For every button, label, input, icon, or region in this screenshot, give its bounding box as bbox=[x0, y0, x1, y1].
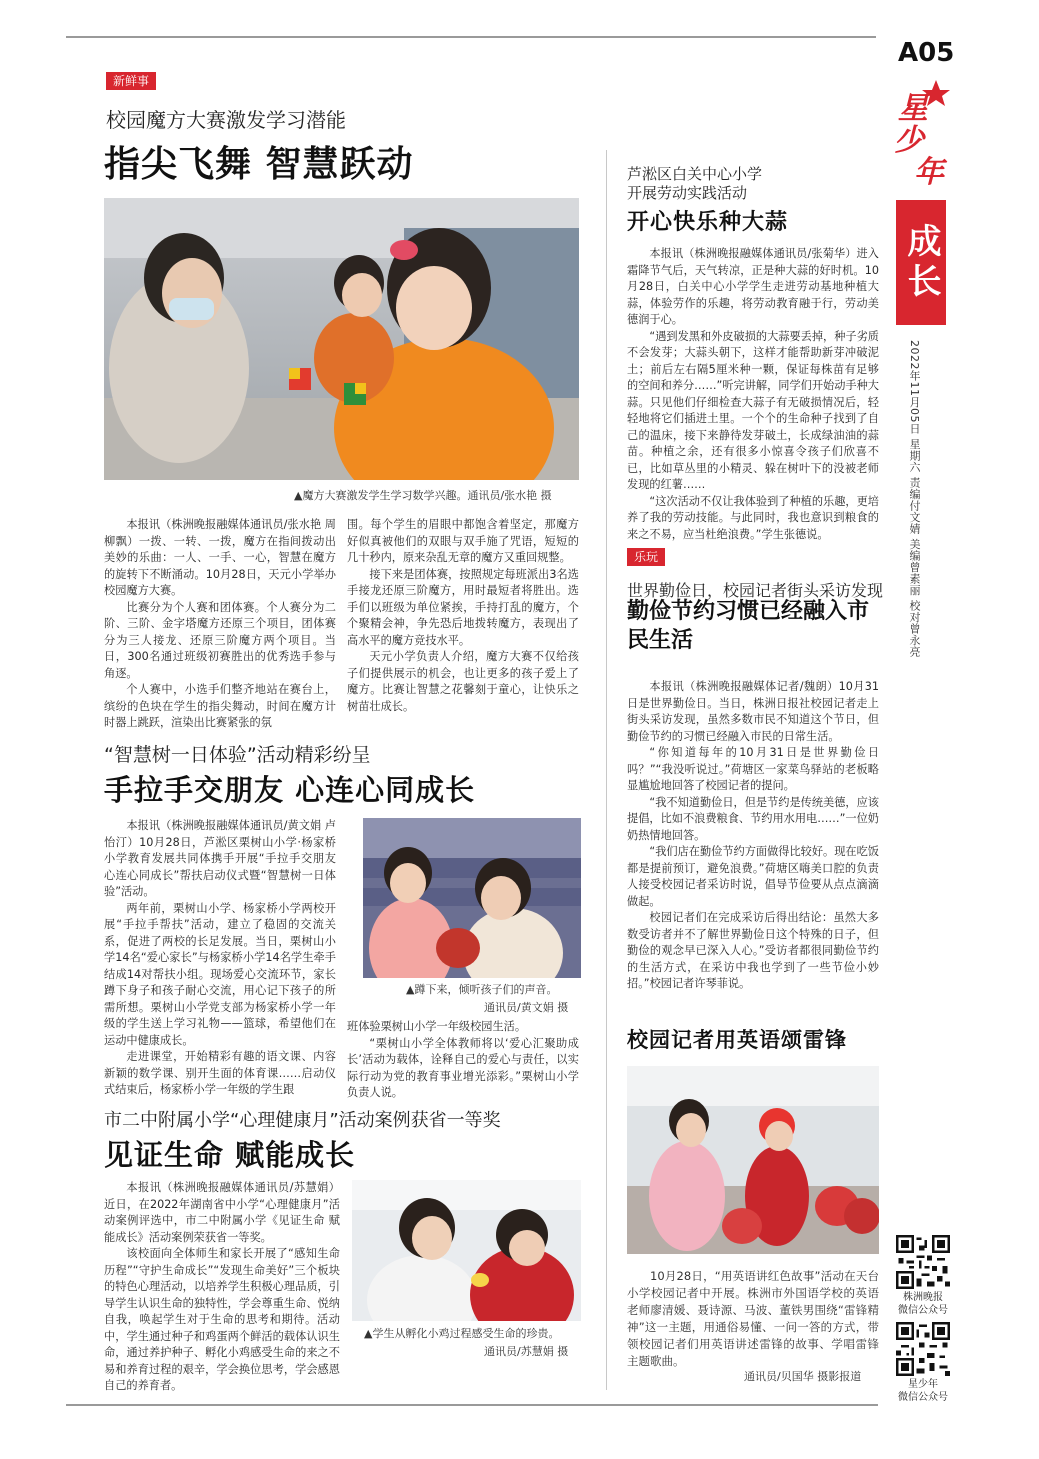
story4-kicker-line1: 芦淞区白关中心小学 bbox=[627, 165, 763, 183]
story4-p3: “这次活动不仅让我体验到了种植的乐趣，更培养了我的劳动技能。与此同时，我也意识到粮食的来之不易，应当杜绝浪费。”学生张德说。 bbox=[627, 494, 879, 541]
story3-credit: 通讯员/苏慧娟 摄 bbox=[484, 1345, 569, 1358]
story2-photo bbox=[363, 818, 581, 978]
story1-tag: 新鲜事 bbox=[106, 72, 156, 90]
story5-headline[interactable]: 勤俭节约习惯已经融入市民生活 bbox=[627, 599, 870, 653]
story1-c1-p1: 本报讯（株洲晚报融媒体通讯员/张水艳 周柳飘）一拨、一转、一拨，魔方在指间拨动出美妙的乐曲：一人、一手、一心，智慧在魔方的旋转下不断涌动。10月28日，天元小学举办校园魔方大赛。 bbox=[104, 518, 336, 597]
story5-kicker: 世界勤俭日，校园记者街头采访发现 bbox=[627, 581, 884, 600]
story3-c1-p2: 该校面向全体师生和家长开展了“感知生命历程”“守护生命成长”“发现生命美好”三个板块的特色心理活动，以培养学生积极心理品质，引导学生认识生命的独特性，学会尊重生命、悦纳自我，唤起学生对于生命的思考和期待。活动中，学生通过种子和鸡蛋两个鲜活的载体认识生命，通过养护种子、孵化小鸡感受生命的来之不易和养育过程的艰辛，学会换位思考，学会感恩自己的养育者。 bbox=[104, 1247, 340, 1392]
story5-tag: 乐玩 bbox=[627, 548, 665, 566]
svg-text:年: 年 bbox=[914, 155, 944, 188]
story6-photo bbox=[627, 1066, 879, 1254]
story3-column1 bbox=[104, 1180, 340, 1395]
story1-c2-p1: 围。每个学生的眉眼中都饱含着坚定，那魔方好似真被他们的双眼与双手施了咒语，短短的几十秒内，原来杂乱无章的魔方又重回规整。 bbox=[347, 518, 579, 564]
story3-c1-p1: 本报讯（株洲晚报融媒体通讯员/苏慧娟）近日，在2022年湖南省中小学“心理健康月”活动案例评选中，市二中附属小学《见证生命 赋能成长》活动案例荣获省一等奖。 bbox=[104, 1181, 340, 1244]
story1-c2-p2: 接下来是团体赛，按照规定每班派出3名选手接龙还原三阶魔方，用时最短者将胜出。选手们以班级为单位紧挨，手持打乱的魔方，个个聚精会神，争先恐后地拨转魔方，表现出了高水平的魔方竞技水平。 bbox=[347, 567, 579, 647]
story4-headline[interactable]: 开心快乐种大蒜 bbox=[627, 210, 789, 235]
svg-text:少: 少 bbox=[894, 123, 924, 158]
story4-p1: 本报讯（株洲晚报融媒体通讯员/张菊华）进入霜降节气后，天气转凉，正是种大蒜的好时机。10月28日，白关中心小学学生走进劳动基地种植大蒜，体验劳作的乐趣，将劳动教育融于行，劳动美德润于心。 bbox=[627, 247, 879, 326]
story1-column1 bbox=[104, 517, 336, 732]
qr-code-xingshaonian[interactable] bbox=[896, 1322, 950, 1376]
date-editor-line: 2022年11月05日 星期六 责编付文婧 美编曾素丽 校对曾永亮 bbox=[908, 340, 921, 658]
story2-kicker: “智慧树一日体验”活动精彩纷呈 bbox=[104, 744, 371, 766]
story2-credit: 通讯员/黄文娟 摄 bbox=[484, 1001, 569, 1014]
story5-p5: 校园记者们在完成采访后得出结论：虽然大多数受访者并不了解世界勤俭日这个特殊的日子，但勤俭的观念早已深入人心。”受访者都很同勤俭节约的生活方式，在采访中我也学到了一些节俭小妙招。”校园记者许琴菲说。 bbox=[627, 911, 879, 990]
page-number: A05 bbox=[898, 38, 955, 68]
svg-text:星: 星 bbox=[898, 91, 928, 126]
story2-column2 bbox=[347, 1019, 579, 1102]
qr-code-zhuzhou-evening[interactable] bbox=[896, 1235, 950, 1289]
story1-caption: ▲魔方大赛激发学生学习数学兴趣。通讯员/张水艳 摄 bbox=[294, 489, 552, 502]
story2-column1 bbox=[104, 818, 336, 1099]
story3-kicker: 市二中附属小学“心理健康月”活动案例获省一等奖 bbox=[104, 1110, 501, 1131]
story6-credit: 通讯员/贝国华 摄影报道 bbox=[744, 1370, 862, 1383]
story6-headline[interactable]: 校园记者用英语颂雷锋 bbox=[627, 1028, 847, 1052]
story2-c2-p1: 班体验栗树山小学一年级校园生活。 bbox=[347, 1020, 527, 1033]
story2-c1-p2: 两年前，栗树山小学、杨家桥小学两校开展“手拉手帮扶”活动，建立了稳固的交流关系，促进了两校的长足发展。当日，栗树山小学14名“爱心家长”与杨家桥小学14名学生牵手结成14对帮扶小组。现场爱心交流环节，家长蹲下身子和孩子耐心交流，用心记下孩子的所需所想。栗树山小学党支部为杨家桥小学一年级的学生送上学习礼物——篮球，希望他们在运动中健康成长。 bbox=[104, 901, 336, 1047]
story3-caption: ▲学生从孵化小鸡过程感受生命的珍贵。 bbox=[364, 1327, 560, 1340]
story2-c1-p1: 本报讯（株洲晚报融媒体通讯员/黄文娟 卢怡汀）10月28日，芦淞区栗树山小学·杨家桥小学教育发展共同体携手开展“手拉手交朋友 心连心同成长”帮扶启动仪式暨“智慧树一日体验”活动。 bbox=[104, 819, 336, 898]
bottom-rule bbox=[66, 1404, 878, 1406]
story3-headline[interactable]: 见证生命 赋能成长 bbox=[104, 1138, 356, 1172]
story4-kicker-line2: 开展劳动实践活动 bbox=[627, 184, 748, 202]
story6-caption: 10月28日，“用英语讲红色故事”活动在天台小学校园记者中开展。株洲市外国语学校的英语老师廖清媛、聂诗源、马波、董铁男围绕“雷锋精神”这一主题，用通俗易懂、一问一答的方式，带领校园记者们用英语讲述雷锋的故事、学唱雷锋主题歌曲。 bbox=[627, 1269, 879, 1368]
top-rule bbox=[66, 36, 876, 38]
brand-logo bbox=[892, 78, 956, 188]
story1-column2 bbox=[347, 517, 579, 715]
column-divider bbox=[606, 150, 607, 1390]
story5-p2: “你知道每年的10月31日是世界勤俭日吗？”“我没听说过。”荷塘区一家菜鸟驿站的老板略显尴尬地回答了校园记者的提问。 bbox=[627, 746, 879, 792]
qr-label-zhuzhou-evening: 株洲晚报 微信公众号 bbox=[898, 1292, 948, 1316]
qr-label-xingshaonian: 星少年 微信公众号 bbox=[898, 1379, 948, 1403]
story4-p2: “遇到发黑和外皮破损的大蒜要丢掉，种子劣质不会发芽；大蒜头朝下，这样才能帮助新芽冲破泥土；前后左右隔5厘米种一颗，保证每株苗有足够的空间和养分……”听完讲解，同学们开始动手种大蒜。只见他们仔细检查大蒜子有无破损情况后，轻轻地将它们插进土里。一个个的生命种子找到了自己的温床，接下来静待发芽破土，长成绿油油的蒜苗。种植之余，还有很多小惊喜令孩子们欣喜不已，比如草丛里的小精灵、躲在树叶下的没被老师发现的红薯…… bbox=[627, 329, 879, 491]
story1-c1-p3: 个人赛中，小选手们整齐地站在赛台上，缤纷的色块在学生的指尖舞动，时间在魔方计时器上跳跃，渲染出比赛紧张的氛 bbox=[104, 683, 336, 729]
story2-caption: ▲蹲下来，倾听孩子们的声音。 bbox=[406, 983, 558, 996]
chick-hatching-photo bbox=[352, 1180, 581, 1321]
story2-c1-p3: 走进课堂，开始精彩有趣的语文课、内容新颖的数学课、别开生面的体育课……启动仪式结束后，杨家桥小学一年级的学生跟 bbox=[104, 1050, 336, 1096]
story5-p4: “我们店在勤俭节约方面做得比较好。现在吃饭都是提前预订，避免浪费。”荷塘区嗨美口腔的负责人接受校园记者采访时说，倡导节俭要从点点滴滴做起。 bbox=[627, 845, 879, 908]
story1-headline[interactable]: 指尖飞舞 智慧跃动 bbox=[104, 144, 414, 185]
story5-p1: 本报讯（株洲晚报融媒体记者/魏朗）10月31日是世界勤俭日。当日，株洲日报社校园记者走上街头采访发现，虽然多数市民不知道这个节日，但勤俭节约的习惯已经融入市民的日常生活。 bbox=[627, 680, 879, 743]
story2-c2-p2: “栗树山小学全体教师将以‘爱心汇聚助成长’活动为载体，诠释自己的爱心与责任，以实际行动为党的教育事业增光添彩。”栗树山小学负责人说。 bbox=[347, 1036, 579, 1099]
story2-headline[interactable]: 手拉手交朋友 心连心同成长 bbox=[104, 773, 476, 807]
story5-body bbox=[627, 679, 879, 993]
section-label: 成长 bbox=[896, 200, 946, 325]
lei-feng-english-photo bbox=[627, 1066, 879, 1254]
cube-contest-photo bbox=[104, 198, 579, 480]
story1-c1-p2: 比赛分为个人赛和团体赛。个人赛分为二阶、三阶、金字塔魔方还原三个项目，团体赛分为三人接龙、还原三阶魔方两个项目。当日，300名通过班级初赛胜出的优秀选手参与角逐。 bbox=[104, 600, 336, 680]
story1-c2-p3: 天元小学负责人介绍，魔方大赛不仅给孩子们提供展示的机会，也让更多的孩子爱上了魔方。比赛让智慧之花馨刻于童心，让快乐之树苗壮成长。 bbox=[347, 650, 579, 713]
story4-kicker bbox=[627, 165, 762, 203]
story5-p3: “我不知道勤俭日，但是节约是传统美德，应该提倡，比如不浪费粮食、节约用水用电……”一位奶奶热情地回答。 bbox=[627, 795, 879, 842]
story1-photo bbox=[104, 198, 579, 480]
listening-photo bbox=[363, 818, 581, 978]
story1-kicker: 校园魔方大赛激发学习潜能 bbox=[106, 108, 346, 132]
story3-photo bbox=[352, 1180, 581, 1321]
story4-body bbox=[627, 246, 879, 543]
